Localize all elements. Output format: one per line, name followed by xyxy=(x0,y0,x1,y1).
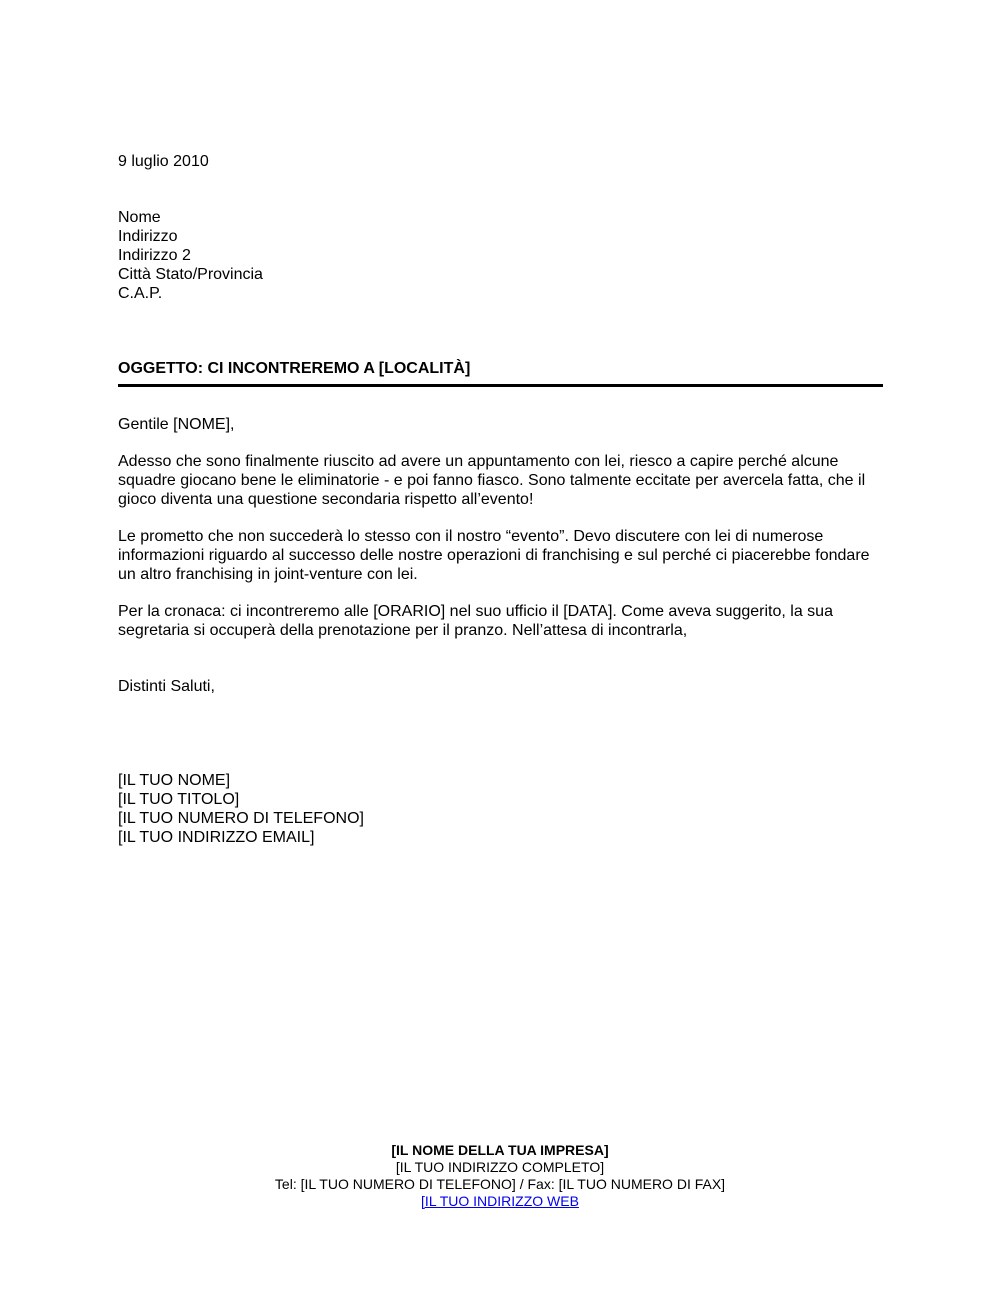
signature-email: [IL TUO INDIRIZZO EMAIL] xyxy=(118,829,315,846)
subject-divider xyxy=(118,384,883,387)
footer-company-name: [IL NOME DELLA TUA IMPRESA] xyxy=(391,1142,609,1158)
footer-address: [IL TUO INDIRIZZO COMPLETO] xyxy=(395,1159,605,1175)
signature-phone: [IL TUO NUMERO DI TELEFONO] xyxy=(118,810,364,827)
recipient-name: Nome xyxy=(118,209,161,226)
recipient-address-line-1: Indirizzo xyxy=(118,228,178,245)
recipient-zip: C.A.P. xyxy=(118,285,163,302)
closing: Distinti Saluti, xyxy=(118,678,215,695)
body-paragraph-1: Adesso che sono finalmente riuscito ad avere un appuntamento con lei, riesco a capire perché alcune squadre giocano bene le eliminatorie - e poi fanno fiasco. Sono talmente eccitate per avercela fatta, che il gioco diventa una questione secondaria rispetto all’evento! xyxy=(118,453,866,508)
letter-date: 9 luglio 2010 xyxy=(118,153,209,170)
recipient-city-state: Città Stato/Provincia xyxy=(118,266,263,283)
recipient-address-line-2: Indirizzo 2 xyxy=(118,247,191,264)
body-paragraph-3: Per la cronaca: ci incontreremo alle [ORARIO] nel suo ufficio il [DATA]. Come aveva suggerito, la sua segretaria si occuperà della prenotazione per il pranzo. Nell’attesa di incontrarla, xyxy=(118,603,833,639)
signature-block xyxy=(118,771,364,847)
footer-contacts: Tel: [IL TUO NUMERO DI TELEFONO] / Fax: [IL TUO NUMERO DI FAX] xyxy=(274,1176,726,1192)
footer-website-link[interactable]: [IL TUO INDIRIZZO WEB xyxy=(421,1193,579,1209)
body-paragraph-2: Le prometto che non succederà lo stesso con il nostro “evento”. Devo discutere con lei di numerose informazioni riguardo al successo delle nostre operazioni di franchising e sul perché ci piacerebbe fondare un altro franchising in joint-venture con lei. xyxy=(118,528,870,583)
letterhead-footer xyxy=(0,1142,1000,1210)
signature-title: [IL TUO TITOLO] xyxy=(118,791,240,808)
subject-line: OGGETTO: CI INCONTREREMO A [LOCALITÀ] xyxy=(118,360,471,377)
salutation: Gentile [NOME], xyxy=(118,416,235,433)
recipient-address xyxy=(118,208,263,303)
signature-name: [IL TUO NOME] xyxy=(118,772,231,789)
